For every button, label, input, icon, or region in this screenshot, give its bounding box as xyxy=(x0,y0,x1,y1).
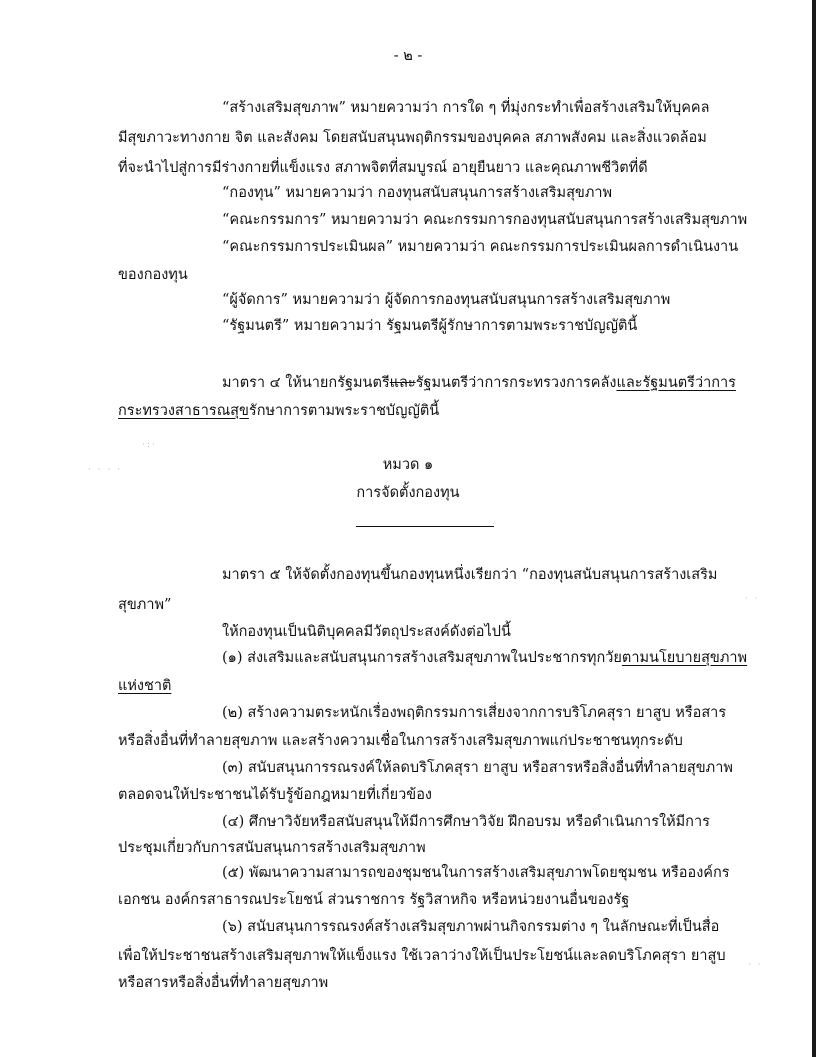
definition-health-promotion-line3: ที่จะนำไปสู่การมีร่างกายที่แข็งแรง สภาพจิตที่สมบูรณ์ อายุยืนยาว และคุณภาพชีวิตที่ดี xyxy=(118,160,648,176)
definition-evaluation-committee-line1: “คณะกรรมการประเมินผล” หมายความว่า คณะกรรมการประเมินผลการดำเนินงาน xyxy=(222,239,739,255)
page-number: - ๒ - xyxy=(393,48,423,64)
objective-1-line2: แห่งชาติ xyxy=(118,678,172,694)
objective-3-line2: ตลอดจนให้ประชาชนได้รับรู้ข้อกฎหมายที่เกี่ยวข้อง xyxy=(118,787,433,803)
objective-1-underlined: ตามนโยบายสุขภาพ xyxy=(621,650,748,666)
section5-line1: มาตรา ๕ ให้จัดตั้งกองทุนขึ้นกองทุนหนึ่งเรียกว่า “กองทุนสนับสนุนการสร้างเสริม xyxy=(222,567,718,583)
definition-health-promotion-line1: “สร้างเสริมสุขภาพ” หมายความว่า การใด ๆ ที่มุ่งกระทำเพื่อสร้างเสริมให้บุคคล xyxy=(222,100,710,116)
section4-line1 xyxy=(222,373,736,393)
section5-intro: ให้กองทุนเป็นนิติบุคคลมีวัตถุประสงค์ดังต่อไปนี้ xyxy=(222,624,511,640)
objective-4-line1: (๔) ศึกษาวิจัยหรือสนับสนุนให้มีการศึกษาวิจัย ฝึกอบรม หรือดำเนินการให้มีการ xyxy=(222,814,710,830)
chapter-number: หมวด ๑ xyxy=(382,457,434,473)
section5-line2: สุขภาพ” xyxy=(118,597,172,613)
objective-2-line1: (๒) สร้างความตระหนักเรื่องพฤติกรรมการเสี่ยงจากการบริโภคสุรา ยาสูบ หรือสาร xyxy=(222,705,727,721)
section4-inserted-text-1: และรัฐมนตรีว่าการ xyxy=(616,375,736,391)
section4-middle: รัฐมนตรีว่าการกระทรวงการคลัง xyxy=(415,375,617,391)
definition-minister: “รัฐมนตรี” หมายความว่า รัฐมนตรีผู้รักษาการตามพระราชบัญญัตินี้ xyxy=(222,318,638,334)
section4-struck-text: และ xyxy=(389,375,416,391)
scan-border xyxy=(812,0,816,1057)
section4-line2 xyxy=(118,401,439,421)
objective-2-line2: หรือสิ่งอื่นที่ทำลายสุขภาพ และสร้างความเชื่อในการสร้างเสริมสุขภาพแก่ประชาชนทุกระดับ xyxy=(118,733,683,749)
objective-3-line1: (๓) สนับสนุนการรณรงค์ให้ลดบริโภคสุรา ยาสูบ หรือสารหรือสิ่งอื่นที่ทำลายสุขภาพ xyxy=(222,760,733,776)
objective-1-plain: (๑) ส่งเสริมและสนับสนุนการสร้างเสริมสุขภาพในประชากรทุกวัย xyxy=(222,650,622,666)
section4-prefix: มาตรา ๔ ให้นายกรัฐมนตรี xyxy=(222,375,390,391)
objective-4-line2: ประชุมเกี่ยวกับการสนับสนุนการสร้างเสริมสุขภาพ xyxy=(118,840,426,856)
section4-inserted-text-2: กระทรวงสาธารณสุข xyxy=(118,403,249,419)
objective-1-line1 xyxy=(222,648,747,668)
objective-6-line2: เพื่อให้ประชาชนสร้างเสริมสุขภาพให้แข็งแรง ใช้เวลาว่างให้เป็นประโยชน์และลดบริโภคสุรา ยาสูบ xyxy=(118,948,726,964)
definition-fund: “กองทุน” หมายความว่า กองทุนสนับสนุนการสร้างเสริมสุขภาพ xyxy=(222,185,613,201)
objective-5-line1: (๕) พัฒนาความสามารถของชุมชนในการสร้างเสริมสุขภาพโดยชุมชน หรือองค์กร xyxy=(222,865,730,881)
scan-speck: · · xyxy=(745,594,760,604)
definition-evaluation-committee-line2: ของกองทุน xyxy=(118,267,188,283)
chapter-divider xyxy=(356,526,494,527)
scan-speck: ·:· xyxy=(142,440,157,450)
objective-6-line1: (๖) สนับสนุนการรณรงค์สร้างเสริมสุขภาพผ่านกิจกรรมต่าง ๆ ในลักษณะที่เป็นสื่อ xyxy=(222,919,720,935)
definition-committee: “คณะกรรมการ” หมายความว่า คณะกรรมการกองทุนสนับสนุนการสร้างเสริมสุขภาพ xyxy=(222,212,748,228)
objective-6-line3: หรือสารหรือสิ่งอื่นที่ทำลายสุขภาพ xyxy=(118,975,329,991)
definition-manager: “ผู้จัดการ” หมายความว่า ผู้จัดการกองทุนสนับสนุนการสร้างเสริมสุขภาพ xyxy=(222,292,671,308)
chapter-title: การจัดตั้งกองทุน xyxy=(356,485,460,501)
objective-5-line2: เอกชน องค์กรสาธารณประโยชน์ ส่วนราชการ รัฐวิสาหกิจ หรือหน่วยงานอื่นของรัฐ xyxy=(118,892,630,908)
section4-suffix: รักษาการตามพระราชบัญญัตินี้ xyxy=(248,403,440,419)
scan-speck: · · xyxy=(748,960,763,970)
scan-speck: · · · · xyxy=(88,465,123,475)
definition-health-promotion-line2: มีสุขภาวะทางกาย จิต และสังคม โดยสนับสนุนพฤติกรรมของบุคคล สภาพสังคม และสิ่งแวดล้อม xyxy=(118,130,707,146)
